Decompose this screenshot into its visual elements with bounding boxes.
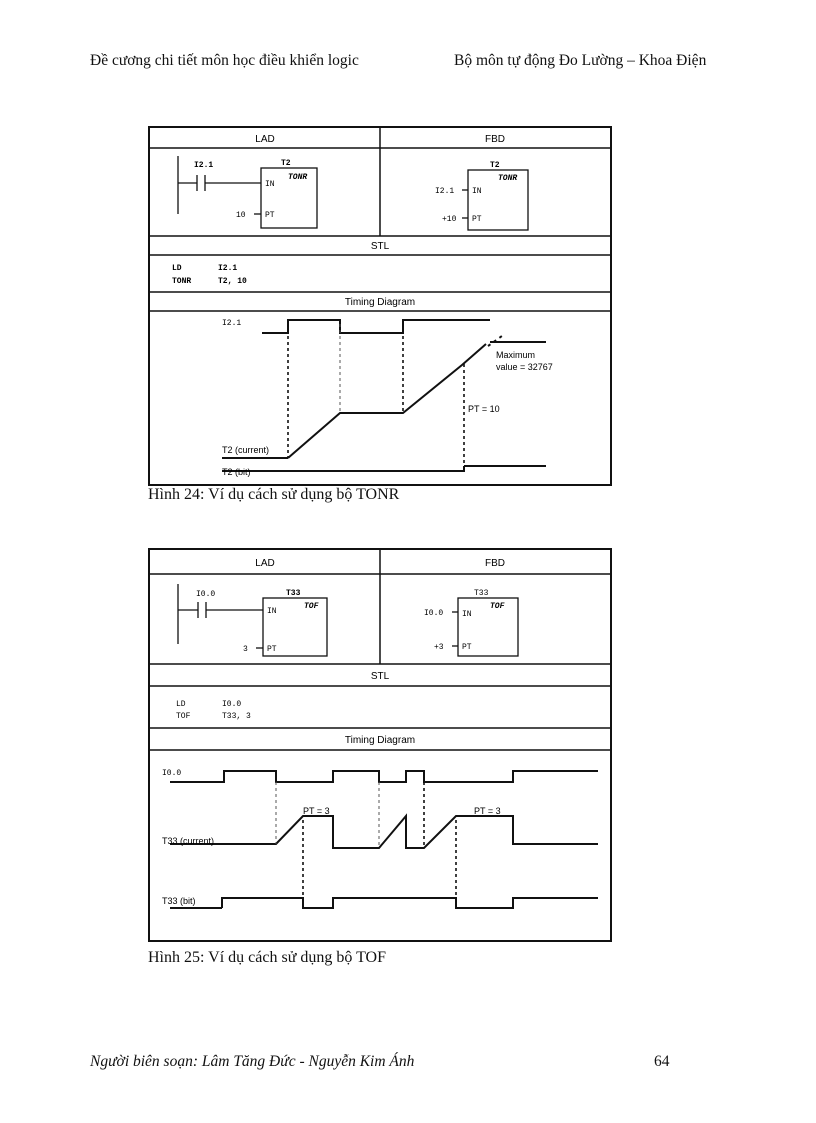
timing-title: Timing Diagram [344, 297, 416, 308]
stl-arg-2: T2, 10 [218, 277, 247, 286]
stl-title: STL [370, 241, 390, 252]
timing-title-2: Timing Diagram [344, 735, 416, 746]
signal-current-label: T2 (current) [222, 445, 270, 455]
page-number: 64 [654, 1053, 670, 1070]
stl-arg-1: I2.1 [218, 264, 238, 273]
fbd-timer-type-2: TOF [490, 602, 505, 611]
fbd-title: FBD [485, 134, 505, 145]
figure-24-caption: Hình 24: Ví dụ cách sử dụng bộ TONR [148, 486, 400, 503]
fbd-timer-type: TONR [498, 174, 518, 183]
fbd-pt-pin-2: PT [462, 643, 472, 652]
lad-pt-value: 10 [236, 211, 246, 220]
pt-label-2: PT = 3 [474, 806, 501, 816]
fbd-pt-value-2: +3 [434, 643, 444, 652]
signal-bit-label: T2 (bit) [222, 467, 251, 477]
footer-author: Người biên soạn: Lâm Tăng Đức - Nguyễn Kim Ánh [90, 1053, 415, 1070]
fbd-in-pin: IN [472, 187, 482, 196]
header-left: Đề cương chi tiết môn học điều khiển logic [90, 52, 359, 69]
timing-diagram [222, 319, 553, 477]
stl-op-2: TONR [172, 277, 192, 286]
fbd-in-label: I2.1 [435, 187, 455, 196]
fbd-pt-value: +10 [442, 215, 457, 224]
signal-input-label: I2.1 [222, 319, 242, 328]
lad-pt-pin: PT [265, 211, 275, 220]
lad-timer-type: TONR [288, 173, 308, 182]
fbd-in-pin-2: IN [462, 610, 472, 619]
fbd-timer-label-2: T33 [474, 589, 489, 598]
figure-25-tof [148, 548, 612, 942]
lad-contact-label-2: I0.0 [196, 590, 216, 599]
signal-bit-label-2: T33 (bit) [162, 896, 196, 906]
stl-arg-1-2: I0.0 [222, 700, 242, 709]
lad-in-pin-2: IN [267, 607, 277, 616]
lad-title-2: LAD [255, 558, 275, 569]
lad-timer-label: T2 [281, 159, 291, 168]
figure-24-tonr [148, 126, 612, 486]
lad-pt-pin-2: PT [267, 645, 277, 654]
figure-24-diagram [150, 128, 610, 484]
signal-current-label-2: T33 (current) [162, 836, 215, 846]
fbd-in-label-2: I0.0 [424, 609, 444, 618]
pt-label: PT = 10 [468, 404, 500, 414]
timing-diagram-2 [162, 769, 598, 908]
lad-timer-type-2: TOF [304, 602, 319, 611]
fbd-pt-pin: PT [472, 215, 482, 224]
lad-in-pin: IN [265, 180, 275, 189]
header-right: Bộ môn tự động Đo Lường – Khoa Điện [454, 52, 707, 69]
max-label-1: Maximum [496, 350, 536, 360]
pt-label-1: PT = 3 [303, 806, 330, 816]
lad-pt-value-2: 3 [243, 645, 248, 654]
stl-op-1: LD [172, 264, 182, 273]
lad-title: LAD [255, 134, 275, 145]
figure-25-caption: Hình 25: Ví dụ cách sử dụng bộ TOF [148, 949, 387, 966]
signal-input-label-2: I0.0 [162, 769, 182, 778]
stl-arg-2-2: T33, 3 [222, 712, 251, 721]
fbd-title-2: FBD [485, 558, 505, 569]
stl-title-2: STL [370, 671, 390, 682]
stl-op-1-2: LD [176, 700, 186, 709]
fbd-timer-label: T2 [490, 161, 500, 170]
lad-contact-label: I2.1 [194, 161, 214, 170]
lad-timer-label-2: T33 [286, 589, 301, 598]
stl-op-2-2: TOF [176, 712, 191, 721]
max-label-2: value = 32767 [496, 362, 553, 372]
figure-25-diagram [150, 550, 610, 940]
